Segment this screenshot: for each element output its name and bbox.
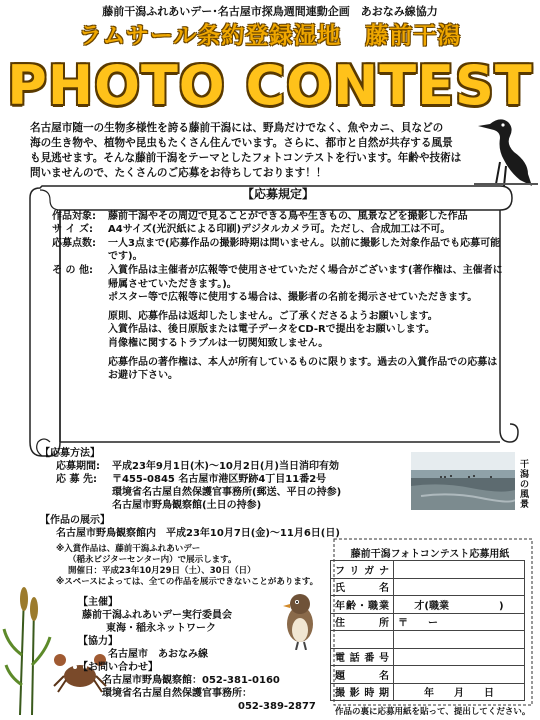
intro-text — [30, 121, 485, 181]
contact-heading: 【お問い合わせ】 — [78, 662, 158, 673]
exhibit-heading: 【作品の展示】 — [40, 515, 110, 526]
rule-other-line: 肖像権に関するトラブルは一切関知致しません。 — [108, 337, 329, 349]
host-name: 藤前干潟ふれあいデー実行委員会 — [82, 610, 232, 621]
phone-field[interactable] — [394, 648, 525, 666]
form-row — [331, 648, 525, 666]
form-row — [331, 631, 525, 649]
title-field[interactable] — [394, 666, 525, 684]
contact-line: 名古屋市野鳥観察館：052-381-0160 — [102, 675, 280, 686]
form-label: 住所 — [331, 613, 394, 631]
photo-caption: 干潟の風景 — [520, 460, 530, 510]
form-row — [331, 613, 525, 631]
rule-other-line: 応募作品の著作権は、本人が所有しているものに限ります。過去の入賞作品での応募はお避け下さい。 — [108, 356, 498, 382]
reed-icon — [2, 585, 52, 715]
rule-count — [52, 237, 504, 264]
rule-label: そ の 他: — [52, 264, 93, 276]
form-label: 電話番号 — [331, 648, 394, 666]
apply-dest — [40, 473, 405, 486]
rule-value: 藤前干潟やその周辺で見ることができる鳥や生きもの、風景などを撮影した作品 — [108, 210, 468, 222]
form-row — [331, 683, 525, 701]
exhibit-note: ※入賞作品は、藤前干潟ふれあいデー — [56, 544, 201, 554]
organizers — [78, 596, 316, 713]
intro-line: も見逃せます。そんな藤前干潟をテーマとしたフォトコンテストを行います。年齢や技術は — [30, 152, 462, 164]
rule-label: サ イ ズ: — [52, 224, 93, 236]
apply-dest-line: 環境省名古屋自然保護官事務所(郵送、平日の持参) — [112, 487, 342, 498]
intro-line: 問いませんので、たくさんのご応募をお待ちしております！！ — [30, 167, 327, 179]
address-field[interactable]: 〒 ー — [394, 613, 525, 631]
apply-section — [40, 447, 405, 512]
rule-other-line: 原則、応募作品は返却したしません。ご了承くださるようお願いします。 — [108, 310, 438, 322]
form-label: フリガナ — [331, 561, 394, 579]
exhibit-notes — [56, 544, 326, 588]
date-field[interactable]: 年 月 日 — [394, 683, 525, 701]
apply-dest-line: 名古屋市野鳥観察館(土日の持参) — [112, 500, 262, 511]
rule-value: A4サイズ(光沢紙による印刷)デジタルカメラ可。ただし、合成加工は不可。 — [108, 224, 451, 236]
rules-box — [52, 188, 504, 383]
form-title: 藤前干潟フォトコンテスト応募用紙 — [350, 549, 510, 560]
apply-value: 〒455-0845 名古屋市港区野跡4丁目11番2号 — [112, 474, 327, 485]
furigana-field[interactable] — [394, 561, 525, 579]
intro-line: 海の生き物や、植物や昆虫もたくさん住んでいます。さらに、都市と自然が共存する風景 — [30, 137, 453, 149]
rule-value: 入賞作品は主催者が広報等で使用させていただく場合がございます(著作権は、主催者に帰属させていただきます。)。 — [108, 264, 503, 290]
rule-label: 応募点数: — [52, 237, 96, 249]
rules-heading: 【応募規定】 — [241, 187, 314, 201]
age-job-field[interactable]: 才(職業 ) — [394, 596, 525, 614]
photo-contest-title: PHOTO CONTEST — [7, 54, 533, 117]
intro-line: 名古屋市随一の生物多様性を誇る藤前干潟には、野鳥だけでなく、魚やカニ、貝などの — [30, 122, 444, 134]
tidal-flat-photo — [411, 452, 515, 510]
form-label: 撮影時期 — [331, 683, 394, 701]
form-row — [331, 561, 525, 579]
rule-size — [52, 223, 504, 237]
apply-value: 平成23年9月1日(木)～10月2日(月)当日消印有効 — [112, 461, 339, 472]
coop-heading: 【協力】 — [78, 636, 118, 647]
apply-heading: 【応募方法】 — [40, 448, 100, 459]
songbird-icon — [278, 588, 324, 650]
form-row — [331, 666, 525, 684]
apply-label: 応 募 先: — [56, 474, 97, 485]
top-line: 藤前干潟ふれあいデー･名古屋市探鳥週間連動企画 あおなみ線協力 — [102, 5, 438, 18]
exhibit-note: （稲永ビジターセンター内）で展示します。 — [68, 555, 237, 565]
contact-line: 052-389-2877 — [238, 701, 316, 712]
japanese-title: ラムサール条約登録湿地 藤前干潟 — [78, 23, 462, 49]
rule-value: 一人3点まで(応募作品の撮影時期は問いません。以前に撮影した対象作品でも応募可能です)。 — [108, 237, 501, 263]
apply-period — [40, 460, 405, 473]
form-row — [331, 578, 525, 596]
address-field-2[interactable] — [394, 631, 525, 649]
host-heading: 【主催】 — [78, 597, 118, 608]
form-label: 題名 — [331, 666, 394, 684]
exhibit-section — [40, 514, 340, 540]
rule-other-line: ポスター等で広報等に使用する場合は、撮影者の名前を掲示させていただきます。 — [108, 292, 478, 304]
form-row — [331, 596, 525, 614]
exhibit-note: ※スペースによっては、全ての作品を展示できないことがあります。 — [56, 577, 319, 587]
cormorant-icon — [470, 110, 540, 188]
application-form — [330, 560, 525, 701]
exhibit-line: 名古屋市野鳥観察館内 平成23年10月7日(金)～11月6日(日) — [56, 528, 340, 539]
rule-other — [52, 264, 504, 291]
contact-line: 環境省名古屋自然保護官事務所： — [102, 688, 252, 699]
host-name: 東海・稲永ネットワーク — [106, 623, 216, 634]
apply-label: 応募期間: — [56, 461, 100, 472]
rule-label: 作品対象: — [52, 210, 96, 222]
coop-name: 名古屋市 あおなみ線 — [108, 649, 208, 660]
form-label — [331, 631, 394, 649]
rule-target — [52, 210, 504, 224]
form-label: 年齢・職業 — [331, 596, 394, 614]
exhibit-note: 開催日：平成23年10月29日（土）、30日（日） — [68, 566, 256, 576]
name-field[interactable] — [394, 578, 525, 596]
rule-other-line: 入賞作品は、後日原版または電子データをCD-Rで提出をお願いします。 — [108, 324, 435, 336]
form-label: 氏名 — [331, 578, 394, 596]
form-note: 作品の裏に応募用紙を貼って、提出してください。 — [335, 707, 531, 717]
